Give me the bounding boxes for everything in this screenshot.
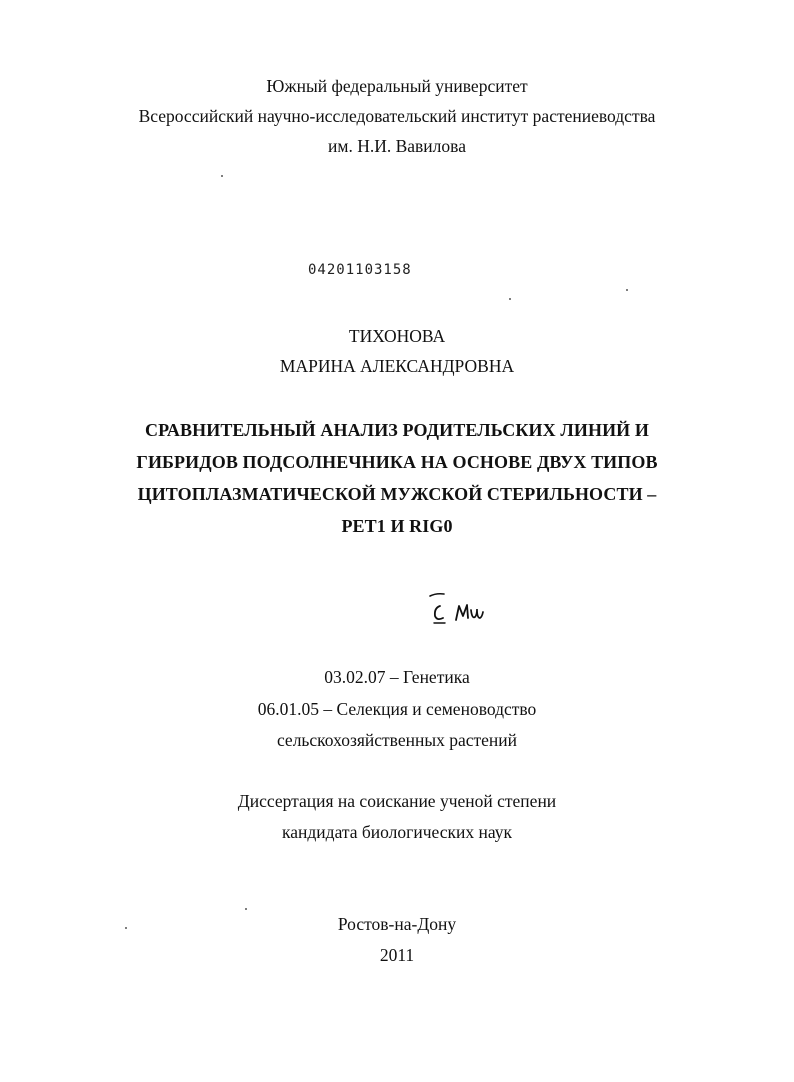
institute-name: Всероссийский научно-исследовательский институт растениеводства bbox=[138, 106, 656, 126]
degree-line-1: Диссертация на соискание ученой степени bbox=[237, 791, 557, 811]
signature-icon bbox=[428, 590, 488, 630]
scan-speck bbox=[245, 908, 247, 910]
scan-speck bbox=[509, 298, 511, 300]
scan-speck bbox=[626, 289, 628, 291]
scan-speck bbox=[125, 927, 127, 929]
specialty-selection-continued: сельскохозяйственных растений bbox=[276, 730, 518, 750]
university-name: Южный федеральный университет bbox=[266, 76, 528, 96]
institute-honorific: им. Н.И. Вавилова bbox=[328, 136, 466, 156]
specialty-genetics: 03.02.07 – Генетика bbox=[324, 667, 470, 687]
author-surname: ТИХОНОВА bbox=[348, 326, 446, 346]
registration-number: 04201103158 bbox=[308, 262, 412, 278]
author-given-names: МАРИНА АЛЕКСАНДРОВНА bbox=[279, 356, 515, 376]
degree-line-2: кандидата биологических наук bbox=[282, 822, 512, 842]
year: 2011 bbox=[379, 945, 415, 965]
handwritten-signature bbox=[428, 590, 488, 635]
title-line-2: ГИБРИДОВ ПОДСОЛНЕЧНИКА НА ОСНОВЕ ДВУХ ТИПОВ bbox=[136, 452, 658, 472]
city: Ростов-на-Дону bbox=[337, 914, 457, 934]
title-line-4: PET1 И RIG0 bbox=[341, 516, 453, 536]
specialty-selection: 06.01.05 – Селекция и семеноводство bbox=[257, 699, 537, 719]
title-line-3: ЦИТОПЛАЗМАТИЧЕСКОЙ МУЖСКОЙ СТЕРИЛЬНОСТИ – bbox=[137, 484, 657, 504]
scan-speck bbox=[221, 175, 223, 177]
title-line-1: СРАВНИТЕЛЬНЫЙ АНАЛИЗ РОДИТЕЛЬСКИХ ЛИНИЙ И bbox=[145, 420, 649, 440]
